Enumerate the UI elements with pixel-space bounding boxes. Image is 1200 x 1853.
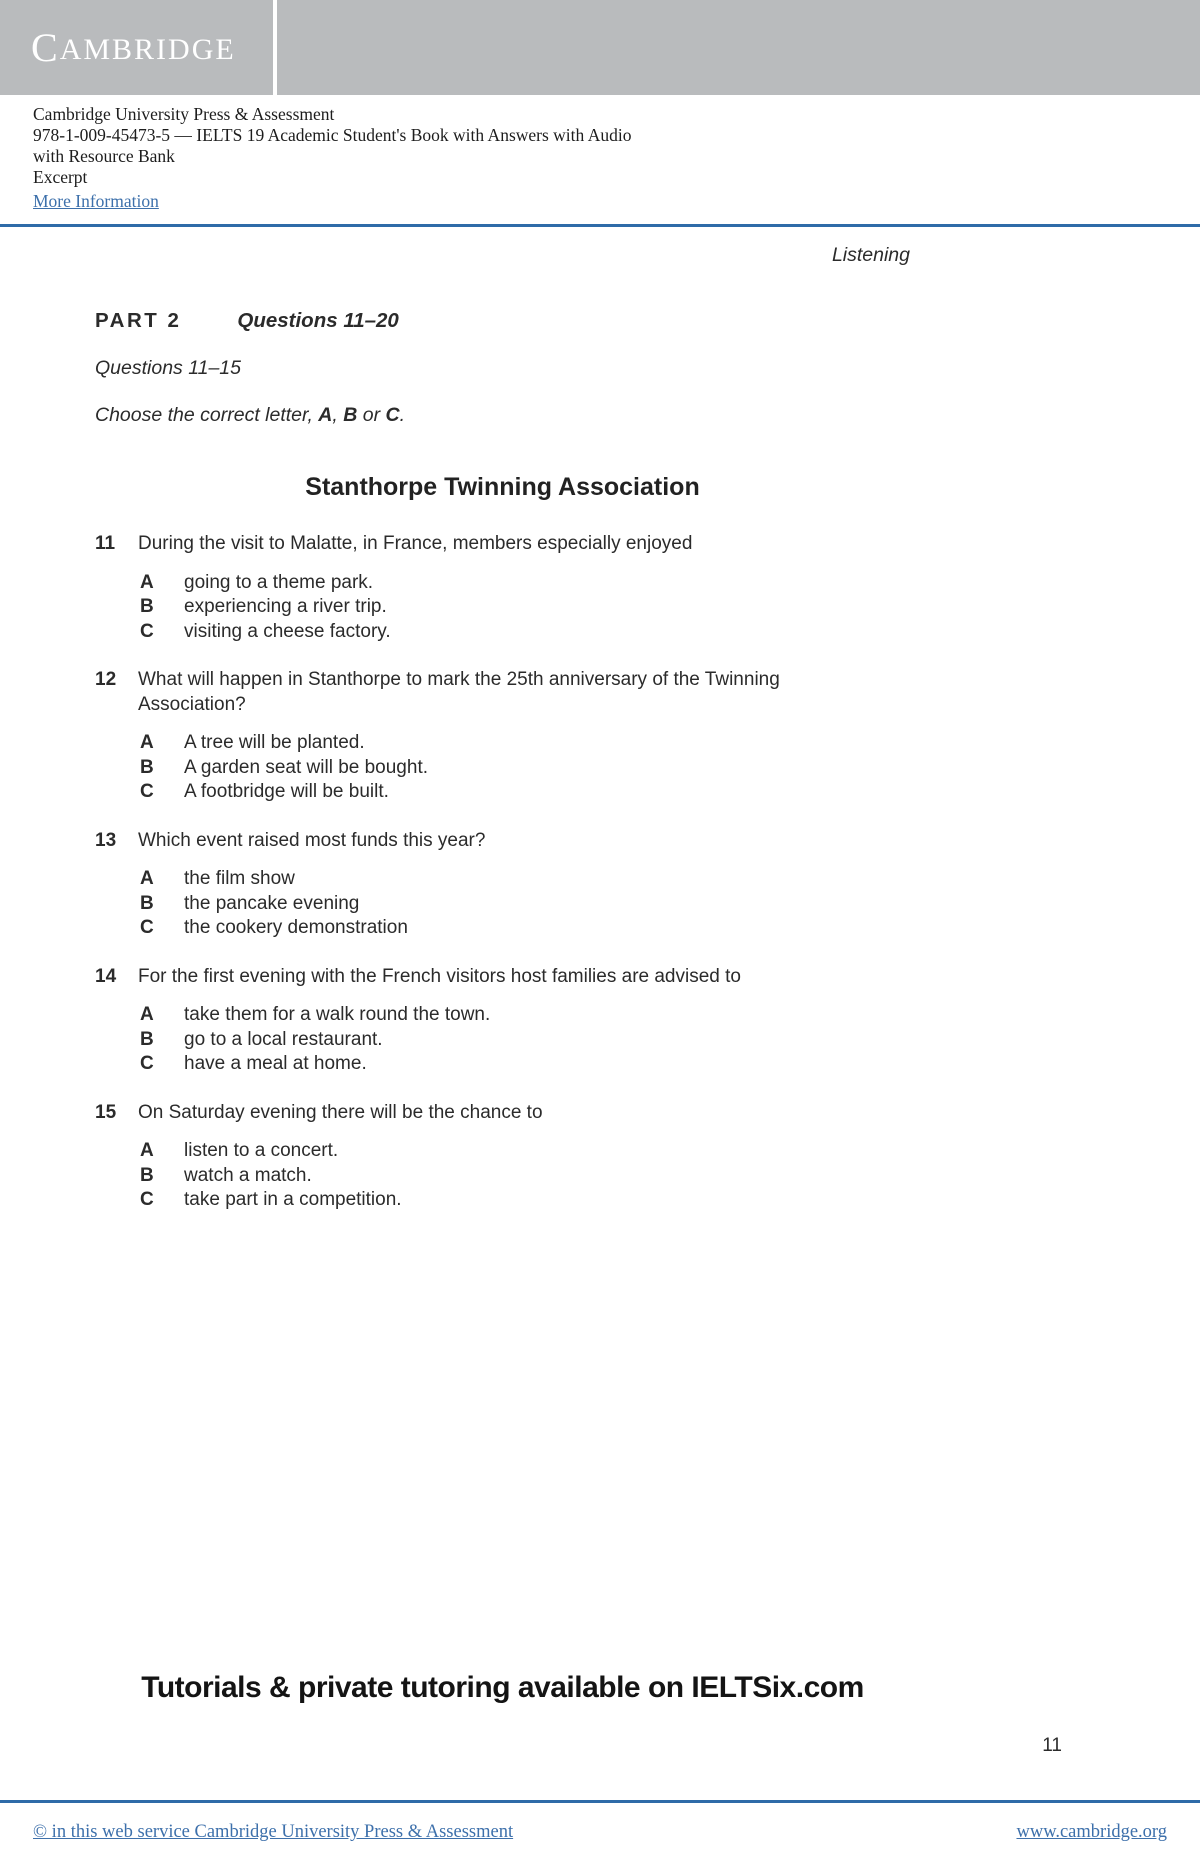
test-content [95,309,910,1213]
option-b [140,892,910,917]
option-letter: A [140,732,154,753]
page-footer [33,1822,1167,1843]
instruction-letter-c: C [385,404,400,426]
option-c [140,620,910,645]
option-text: experiencing a river trip. [184,596,387,617]
option-text: visiting a cheese factory. [184,620,391,642]
question-14 [95,965,910,1077]
options-list [140,867,910,941]
question-text: What will happen in Stanthorpe to mark the 25th anniversary of the Twinning Association? [138,669,780,715]
options-list [140,1003,910,1077]
instruction-text [95,404,910,427]
option-c [140,916,910,941]
option-letter: B [140,596,154,617]
section-label: Listening [831,244,910,266]
cambridge-logo [31,24,236,70]
option-b [140,756,910,781]
part-label: PART 2 [95,309,182,332]
question-text: Which event raised most funds this year? [138,829,486,851]
option-letter: B [140,756,154,778]
option-text: take part in a competition. [184,1189,402,1210]
option-text: A garden seat will be bought. [184,756,429,778]
option-text: the pancake evening [184,892,360,914]
option-b [140,1028,910,1053]
option-letter: C [140,917,154,938]
option-text: the cookery demonstration [184,917,408,938]
option-text: listen to a concert. [184,1140,339,1161]
option-text: take them for a walk round the town. [184,1004,491,1025]
publisher-banner-right-block [277,0,1200,95]
option-text: watch a match. [184,1164,312,1186]
option-c [140,1188,910,1213]
publication-info [0,95,1200,212]
options-list [140,571,910,645]
question-number: 15 [95,1101,117,1123]
option-b [140,1164,910,1189]
question-text: On Saturday evening there will be the chance to [138,1101,543,1123]
excerpt-label: Excerpt [33,167,88,187]
option-a [140,1003,910,1028]
option-letter: C [140,1189,154,1210]
questions-list [95,532,910,1213]
copyright-link[interactable]: © in this web service Cambridge University Press & Assessment [33,1822,514,1842]
option-letter: A [140,868,154,889]
option-letter: C [140,620,154,642]
option-c [140,780,910,805]
options-list [140,731,910,805]
option-letter: A [140,1140,154,1161]
publisher-banner-logo-block [0,0,277,95]
option-a [140,571,910,596]
option-text: have a meal at home. [184,1053,367,1074]
option-a [140,731,910,756]
question-number: 14 [95,965,117,987]
top-divider-rule [0,224,1200,227]
resource-bank-line: with Resource Bank [33,146,175,166]
option-c [140,1052,910,1077]
question-number: 12 [95,669,117,690]
part-questions-range: Questions 11–20 [237,309,399,332]
cambridge-logo-rest: AMBRIDGE [59,32,236,66]
option-text: A tree will be planted. [184,732,365,753]
instruction-letter-a: A [318,404,333,426]
question-11 [95,532,910,644]
part-heading [95,309,910,333]
question-number: 13 [95,829,117,851]
instruction-prefix: Choose the correct letter, [95,404,319,426]
footer-divider-rule [0,1800,1200,1803]
option-text: go to a local restaurant. [184,1028,383,1050]
question-15 [95,1101,910,1213]
more-information-link[interactable]: More Information [33,191,159,211]
option-letter: A [140,571,154,593]
quiz-title: Stanthorpe Twinning Association [305,473,700,501]
page-number: 11 [1042,1735,1062,1756]
option-b [140,595,910,620]
instruction-or: or [357,404,386,426]
option-text: A footbridge will be built. [184,781,389,802]
option-text: going to a theme park. [184,571,374,593]
cambridge-website-link[interactable]: www.cambridge.org [1016,1822,1167,1842]
question-text: During the visit to Malatte, in France, members especially enjoyed [138,533,693,554]
question-text: For the first evening with the French visitors host families are advised to [138,965,741,987]
questions-subheading: Questions 11–15 [95,357,241,379]
option-letter: C [140,781,154,802]
isbn-title-line: 978-1-009-45473-5 — IELTS 19 Academic Student's Book with Answers with Audio [33,125,632,145]
instruction-period: . [399,404,406,426]
instruction-comma: , [332,404,344,426]
option-a [140,867,910,892]
option-letter: B [140,1164,154,1186]
option-a [140,1139,910,1164]
cambridge-logo-initial: C [31,24,60,70]
publisher-name: Cambridge University Press & Assessment [33,104,335,124]
option-letter: C [140,1053,154,1074]
option-letter: B [140,892,154,914]
option-letter: A [140,1004,154,1025]
question-number: 11 [95,533,116,554]
question-12 [95,668,910,805]
question-13 [95,829,910,941]
promo-banner: Tutorials & private tutoring available on IELTSix.com [141,1671,864,1704]
instruction-letter-b: B [343,404,358,426]
publisher-banner [0,0,1200,95]
options-list [140,1139,910,1213]
option-text: the film show [184,868,295,889]
option-letter: B [140,1028,154,1050]
